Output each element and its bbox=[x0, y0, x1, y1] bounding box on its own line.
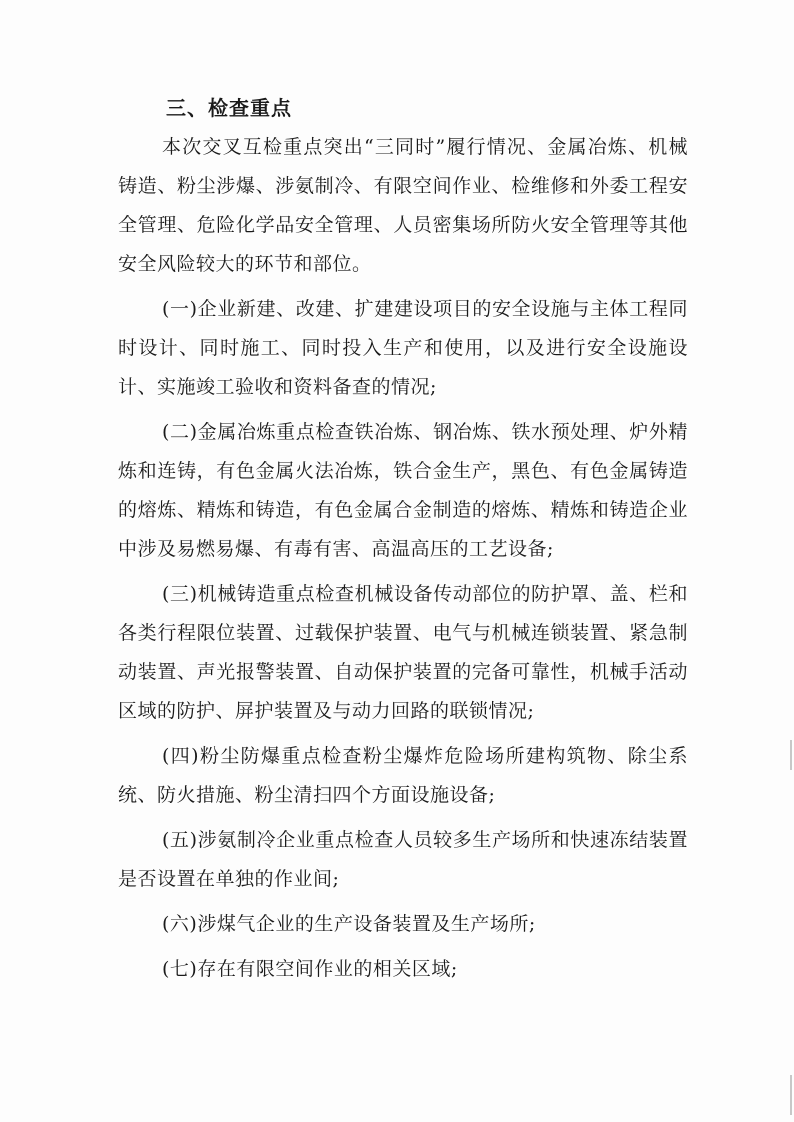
item-4-paragraph: (四)粉尘防爆重点检查粉尘爆炸危险场所建构筑物、除尘系统、防火措施、粉尘清扫四个方面设施设备; bbox=[118, 745, 688, 806]
intro-paragraph: 本次交叉互检重点突出“三同时”履行情况、金属冶炼、机械铸造、粉尘涉爆、涉氨制冷、有限空间作业、检维修和外委工程安全管理、危险化学品安全管理、人员密集场所防火安全管理等其他安全风险较大的环节和部位。 bbox=[118, 136, 688, 275]
item-2-paragraph: (二)金属冶炼重点检查铁冶炼、钢冶炼、铁水预处理、炉外精炼和连铸，有色金属火法冶炼，铁合金生产，黑色、有色金属铸造的熔炼、精炼和铸造，有色金属合金制造的熔炼、精炼和铸造企业中涉及易燃易爆、有毒有害、高温高压的工艺设备; bbox=[118, 421, 688, 560]
item-7-paragraph: (七)存在有限空间作业的相关区域; bbox=[162, 958, 458, 980]
scan-edge-mark bbox=[790, 740, 792, 770]
document-body bbox=[118, 88, 688, 989]
item-1-paragraph: (一)企业新建、改建、扩建建设项目的安全设施与主体工程同时设计、同时施工、同时投入生产和使用，以及进行安全设施设计、实施竣工验收和资料备查的情况; bbox=[118, 298, 688, 398]
item-5-paragraph: (五)涉氨制冷企业重点检查人员较多生产场所和快速冻结装置是否设置在单独的作业间; bbox=[118, 829, 688, 890]
scan-edge-mark bbox=[790, 1075, 792, 1115]
item-3-paragraph: (三)机械铸造重点检查机械设备传动部位的防护罩、盖、栏和各类行程限位装置、过载保护装置、电气与机械连锁装置、紧急制动装置、声光报警装置、自动保护装置的完备可靠性，机械手活动区域的防护、屏护装置及与动力回路的联锁情况; bbox=[118, 583, 688, 722]
section-heading: 三、检查重点 bbox=[166, 96, 292, 120]
item-6-paragraph: (六)涉煤气企业的生产设备装置及生产场所; bbox=[162, 913, 536, 935]
